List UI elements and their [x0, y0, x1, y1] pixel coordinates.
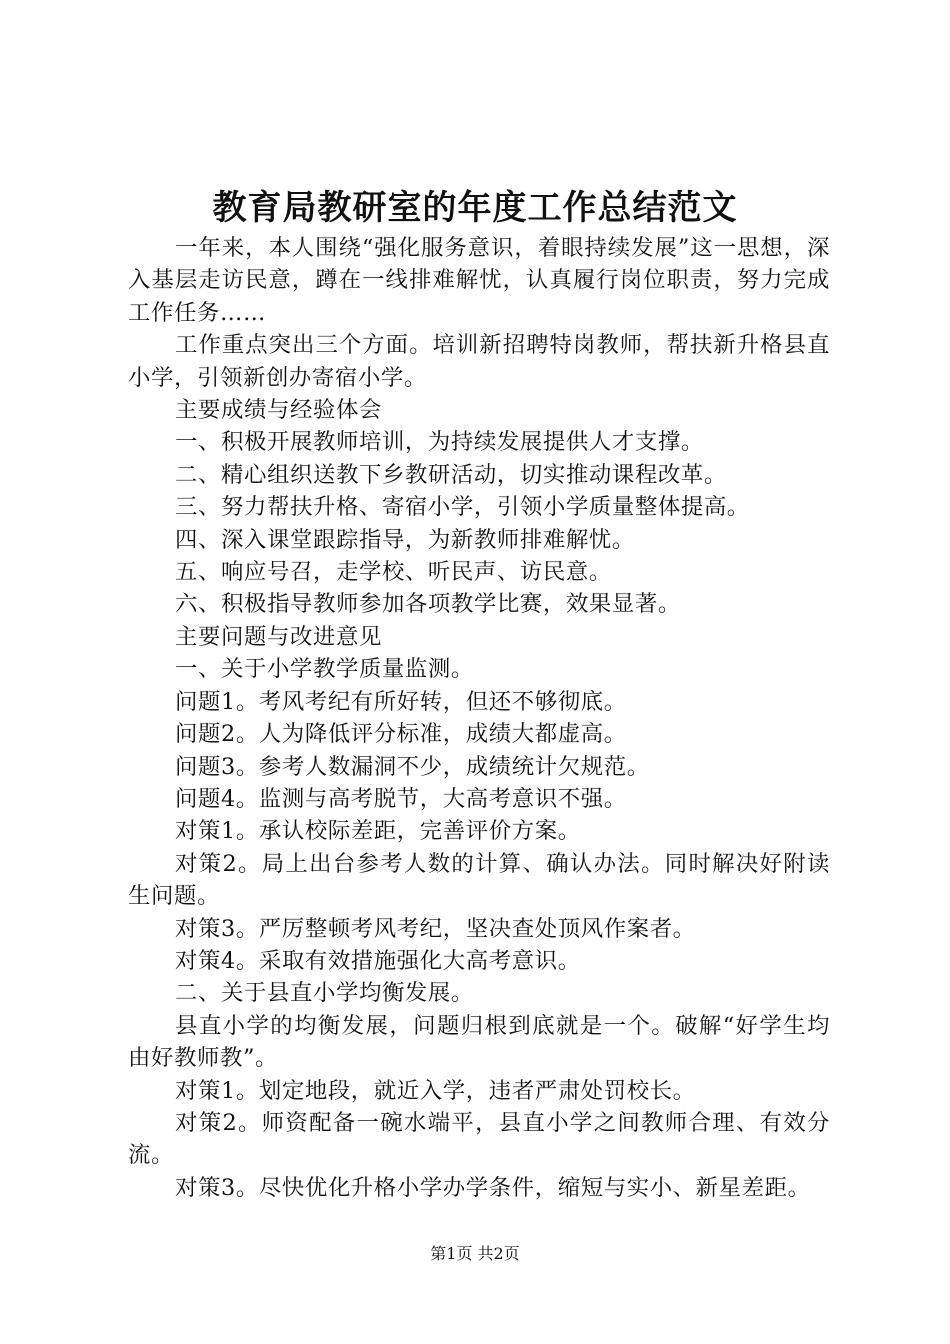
achievement-item: 一、积极开展教师培训，为持续发展提供人才支撑。 [175, 429, 704, 456]
document-body [128, 232, 830, 1204]
countermeasure-item: 对策3。尽快优化升格小学办学条件，缩短与实小、新星差距。 [175, 1174, 811, 1201]
countermeasure-item: 对策3。严厉整顿考风考纪，坚决查处顶风作案者。 [175, 915, 696, 942]
countermeasure-item: 对策4。采取有效措施强化大高考意识。 [175, 947, 581, 974]
countermeasure-item: 对策2。师资配备一碗水端平，县直小学之间教师合理、有效分流。 [128, 1109, 830, 1169]
subsection-heading: 一、关于小学教学质量监测。 [175, 656, 474, 683]
problem-item: 问题1。考风考纪有所好转，但还不够彻底。 [175, 688, 627, 715]
countermeasure-item: 对策1。承认校际差距，完善评价方案。 [175, 818, 581, 845]
countermeasure-item: 对策1。划定地段，就近入学，违者严肃处罚校长。 [175, 1077, 696, 1104]
problem-item: 问题4。监测与高考脱节，大高考意识不强。 [175, 785, 627, 812]
section-heading-problems: 主要问题与改进意见 [175, 623, 382, 650]
achievement-item: 四、深入课堂跟踪指导，为新教师排难解忧。 [175, 526, 635, 553]
paragraph-balance: 县直小学的均衡发展，问题归根到底就是一个。破解“好学生均由好教师教”。 [128, 1012, 830, 1072]
page-number-footer: 第1页 共2页 [430, 1244, 520, 1263]
subsection-heading: 二、关于县直小学均衡发展。 [175, 980, 474, 1007]
problem-item: 问题2。人为降低评分标准，成绩大都虚高。 [175, 721, 627, 748]
achievement-item: 二、精心组织送教下乡教研活动，切实推动课程改革。 [175, 461, 727, 488]
achievement-item: 三、努力帮扶升格、寄宿小学，引领小学质量整体提高。 [175, 494, 750, 521]
problem-item: 问题3。参考人数漏洞不少，成绩统计欠规范。 [175, 753, 650, 780]
document-title: 教育局教研室的年度工作总结范文 [212, 188, 738, 228]
achievement-item: 六、积极指导教师参加各项教学比赛，效果显著。 [175, 591, 681, 618]
section-heading-achievements: 主要成绩与经验体会 [175, 397, 382, 424]
paragraph-intro: 一年来，本人围绕“强化服务意识，着眼持续发展”这一思想，深入基层走访民意，蹲在一线排难解忧，认真履行岗位职责，努力完成工作任务…… [128, 235, 830, 326]
countermeasure-item: 对策2。局上出台参考人数的计算、确认办法。同时解决好附读生问题。 [128, 850, 830, 910]
paragraph-focus: 工作重点突出三个方面。培训新招聘特岗教师，帮扶新升格县直小学，引领新创办寄宿小学。 [128, 332, 830, 391]
achievement-item: 五、响应号召，走学校、听民声、访民意。 [175, 559, 612, 586]
